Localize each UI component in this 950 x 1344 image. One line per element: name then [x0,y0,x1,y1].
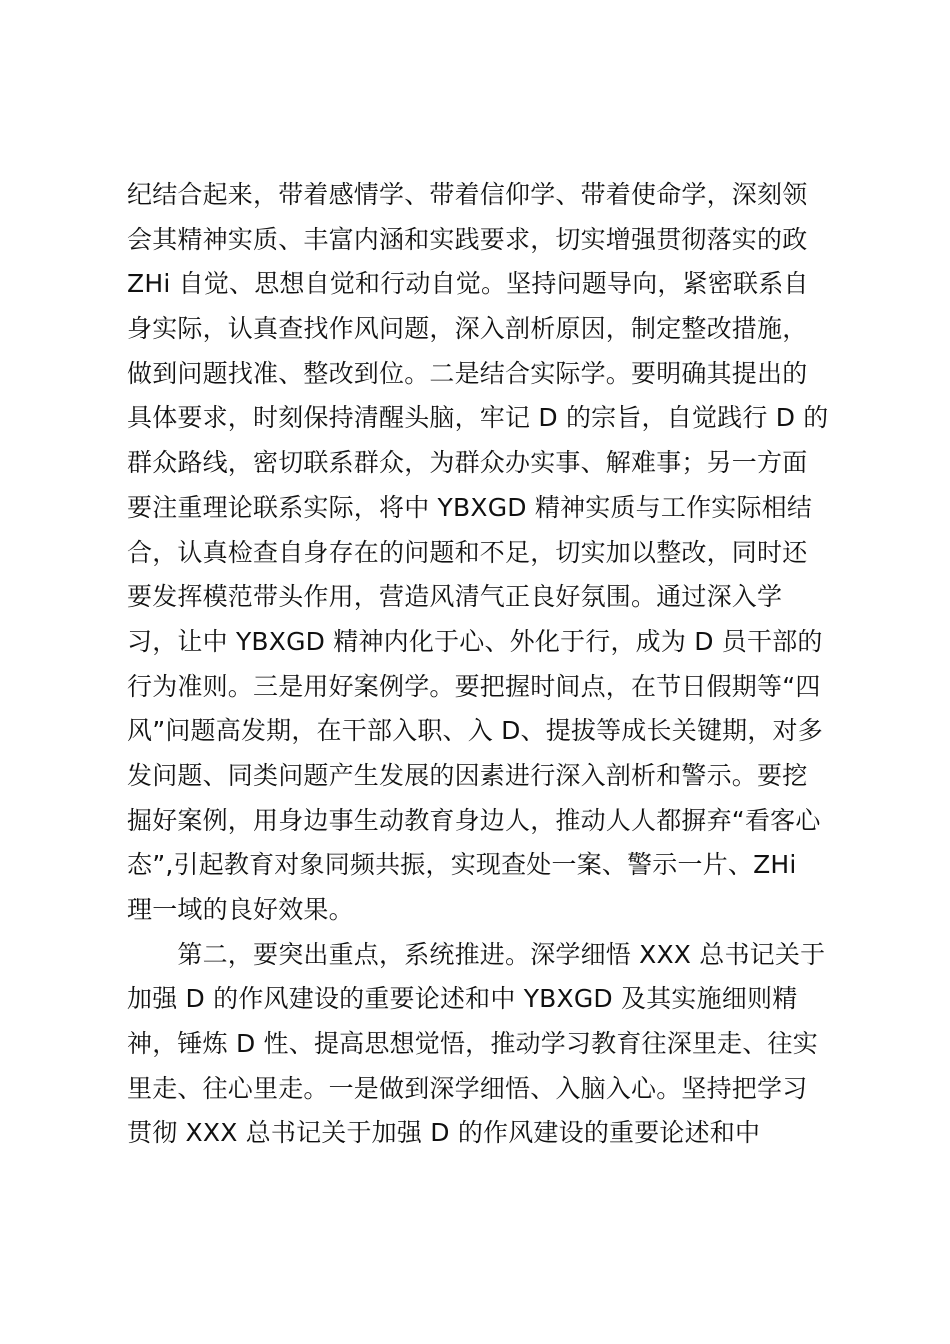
text-line: 风”问题高发期，在干部入职、入 D、提拔等成长关键期，对多 [127,716,823,746]
text-line: 加强 D 的作风建设的重要论述和中 YBXGD 及其实施细则精 [127,984,798,1014]
text-line: 态”,引起教育对象同频共振，实现查处一案、警示一片、ZHi [127,850,797,880]
text-line: 群众路线，密切联系群众，为群众办实事、解难事；另一方面 [127,448,808,478]
body-text [127,173,837,1156]
text-line: 习，让中 YBXGD 精神内化于心、外化于行，成为 D 员干部的 [127,626,823,656]
text-line: 里走、往心里走。一是做到深学细悟、入脑入心。坚持把学习 [127,1073,808,1103]
text-line: 发问题、同类问题产生发展的因素进行深入剖析和警示。要挖 [127,760,808,790]
text-line: ZHi 自觉、思想自觉和行动自觉。坚持问题导向，紧密联系自 [127,269,809,299]
text-line: 纪结合起来，带着感情学、带着信仰学、带着使命学，深刻领 [127,180,808,209]
text-line: 做到问题找准、整改到位。二是结合实际学。要明确其提出的 [127,358,808,388]
text-line: 要注重理论联系实际，将中 YBXGD 精神实质与工作实际相结 [127,492,813,522]
text-line: 行为准则。三是用好案例学。要把握时间点，在节日假期等“四 [127,671,821,701]
text-line: 掘好案例，用身边事生动教育身边人，推动人人都摒弃“看客心 [127,805,821,835]
text-line: 第二，要突出重点，系统推进。深学细悟 XXX 总书记关于 [127,939,826,969]
text-line: 神，锤炼 D 性、提高思想觉悟，推动学习教育往深里走、往实 [127,1029,818,1059]
text-line: 要发挥模范带头作用，营造风清气正良好氛围。通过深入学 [127,582,783,612]
text-line: 具体要求，时刻保持清醒头脑，牢记 D 的宗旨，自觉践行 D 的 [127,403,829,433]
text-line: 理一域的良好效果。 [127,895,354,924]
text-line: 贯彻 XXX 总书记关于加强 D 的作风建设的重要论述和中 [127,1118,761,1148]
text-line: 身实际，认真查找作风问题，深入剖析原因，制定整改措施， [127,314,808,344]
text-line: 合，认真检查自身存在的问题和不足，切实加以整改，同时还 [127,537,808,567]
text-line: 会其精神实质、丰富内涵和实践要求，切实增强贯彻落实的政 [127,224,808,254]
